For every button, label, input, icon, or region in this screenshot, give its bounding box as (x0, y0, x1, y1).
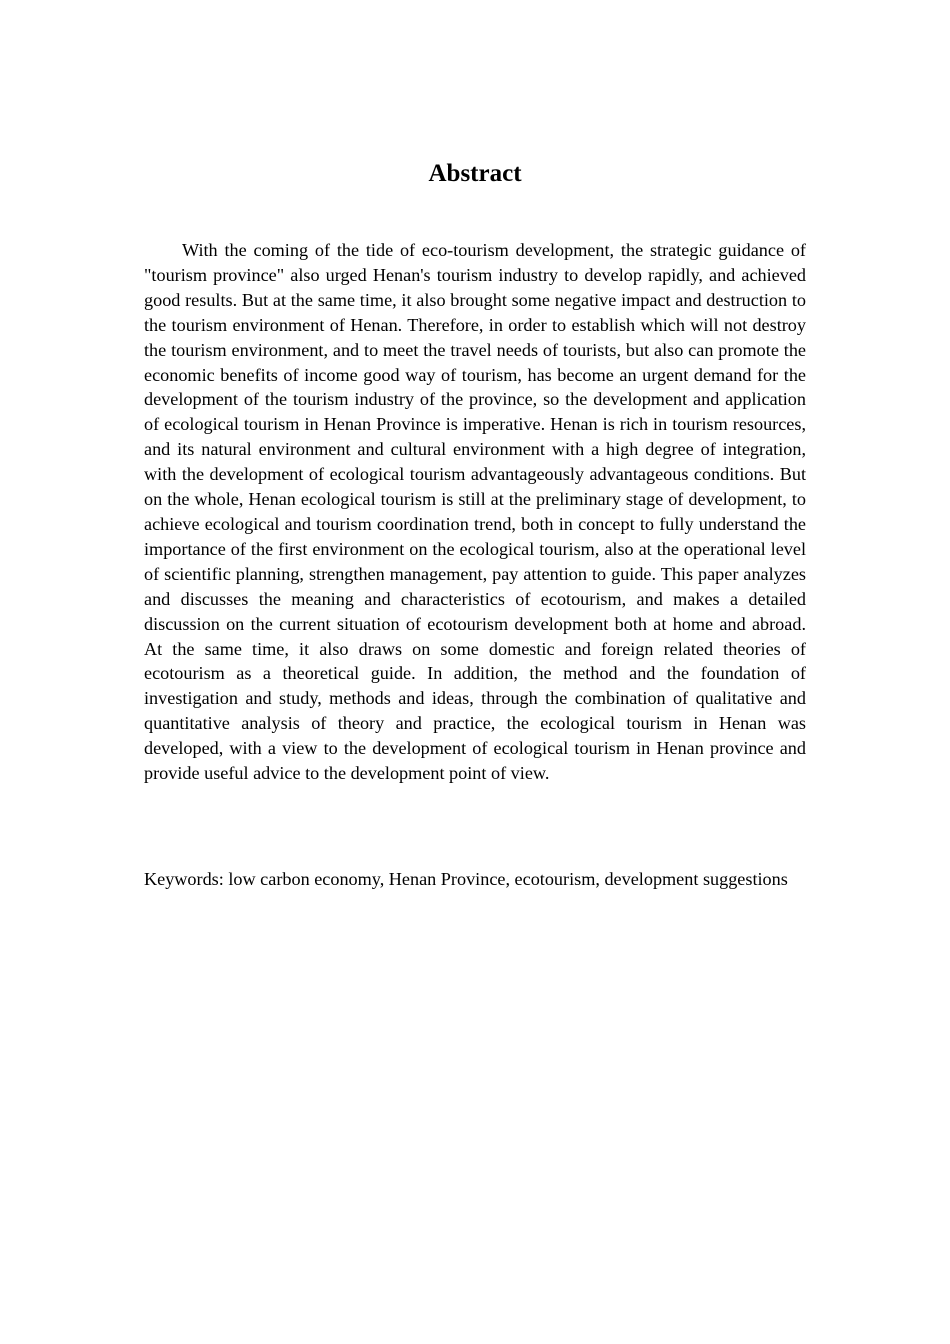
abstract-body: With the coming of the tide of eco-tourism development, the strategic guidance of "tourism province" also urged Henan's tourism industry to develop rapidly, and achieved good results. But at the same time, it also brought some negative impact and destruction to the tourism environment of Henan. Therefore, in order to establish which will not destroy the tourism environment, and to meet the travel needs of tourists, but also can promote the economic benefits of income good way of tourism, has become an urgent demand for the development of the tourism industry of the province, so the development and application of ecological tourism in Henan Province is imperative. Henan is rich in tourism resources, and its natural environment and cultural environment with a high degree of integration, with the development of ecological tourism advantageously advantageous conditions. But on the whole, Henan ecological tourism is still at the preliminary stage of development, to achieve ecological and tourism coordination trend, both in concept to fully understand the importance of the first environment on the ecological tourism, also at the operational level of scientific planning, strengthen management, pay attention to guide. This paper analyzes and discusses the meaning and characteristics of ecotourism, and makes a detailed discussion on the current situation of ecotourism development both at home and abroad. At the same time, it also draws on some domestic and foreign related theories of ecotourism as a theoretical guide. In addition, the method and the foundation of investigation and study, methods and ideas, through the combination of qualitative and quantitative analysis of theory and practice, the ecological tourism in Henan was developed, with a view to the development of ecological tourism in Henan province and provide useful advice to the development point of view. (144, 240, 806, 784)
abstract-title: Abstract (428, 160, 522, 187)
keywords-line: Keywords: low carbon economy, Henan Province, ecotourism, development suggestions (144, 869, 788, 889)
